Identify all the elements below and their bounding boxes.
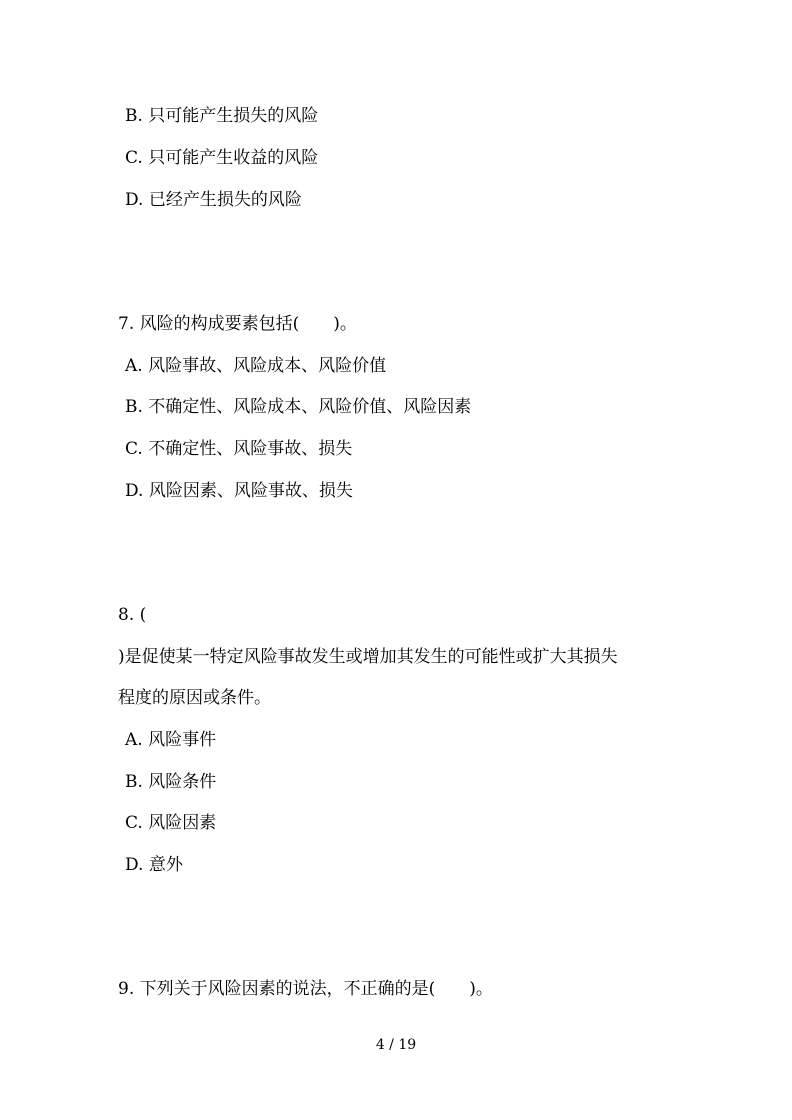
option-c-prev: C. 只可能产生收益的风险 — [125, 148, 319, 168]
question-9: 9. 下列关于风险因素的说法，不正确的是( )。 — [118, 979, 493, 999]
question-8-line-2: )是促使某一特定风险事故发生或增加其发生的可能性或扩大其损失 — [118, 647, 618, 667]
page-number: 4 / 19 — [375, 1037, 417, 1053]
question-7-option-c: C. 不确定性、风险事故、损失 — [125, 439, 353, 459]
question-8-line-3: 程度的原因或条件。 — [118, 688, 271, 708]
question-8-line-1: 8. ( — [118, 605, 147, 625]
question-7-option-d: D. 风险因素、风险事故、损失 — [125, 481, 353, 501]
question-8-option-b: B. 风险条件 — [125, 772, 217, 792]
question-8-option-d: D. 意外 — [125, 855, 183, 875]
question-8-option-c: C. 风险因素 — [125, 813, 217, 833]
question-8-option-a: A. 风险事件 — [125, 730, 217, 750]
option-d-prev: D. 已经产生损失的风险 — [125, 190, 302, 210]
option-b-prev: B. 只可能产生损失的风险 — [125, 106, 319, 126]
question-7: 7. 风险的构成要素包括( )。 — [118, 314, 357, 334]
question-7-option-a: A. 风险事故、风险成本、风险价值 — [125, 356, 387, 376]
question-7-option-b: B. 不确定性、风险成本、风险价值、风险因素 — [125, 397, 472, 417]
